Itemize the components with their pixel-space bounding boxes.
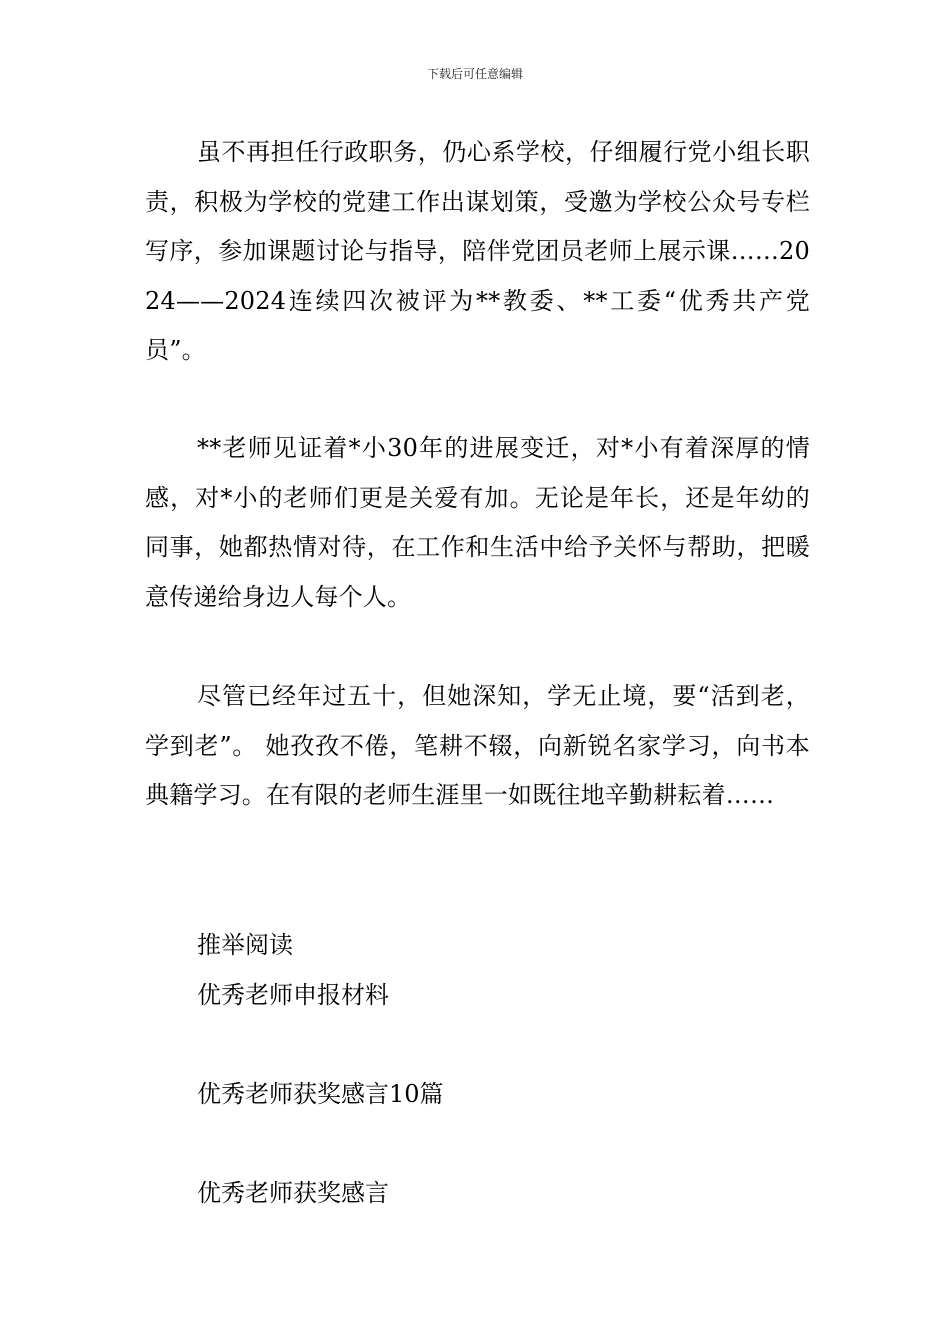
recommended-item-1[interactable] [197,979,389,1011]
page-header-note: 下载后可任意编辑 [426,67,523,81]
body-paragraph-1: 虽不再担任行政职务，仍心系学校，仔细履行党小组长职责，积极为学校的党建工作出谋划策，受邀为学校公众号专栏写序，参加课题讨论与指导，陪伴党团员老师上展示课……2024——2024连续四次被评为**教委、**工委“优秀共产党员”。 [145,138,810,364]
recommended-reading-heading: 推举阅读 [197,931,293,959]
recommended-item-3[interactable] [197,1177,389,1209]
recommended-item-2[interactable] [197,1078,444,1110]
recommended-item-link[interactable]: 优秀老师获奖感言 [197,1179,389,1207]
recommended-item-link[interactable]: 优秀老师申报材料 [197,981,389,1009]
body-paragraph-2: **老师见证着*小30年的进展变迁，对*小有着深厚的情感，对*小的老师们更是关爱有加。无论是年长，还是年幼的同事，她都热情对待，在工作和生活中给予关怀与帮助，把暖意传递给身边人每个人。 [145,434,810,611]
body-paragraph-3: 尽管已经年过五十，但她深知，学无止境，要“活到老，学到老”。 她孜孜不倦，笔耕不辍，向新锐名家学习，向书本典籍学习。在有限的老师生涯里一如既往地辛勤耕耘着…… [145,682,810,809]
recommended-item-link[interactable]: 优秀老师获奖感言10篇 [197,1080,444,1108]
